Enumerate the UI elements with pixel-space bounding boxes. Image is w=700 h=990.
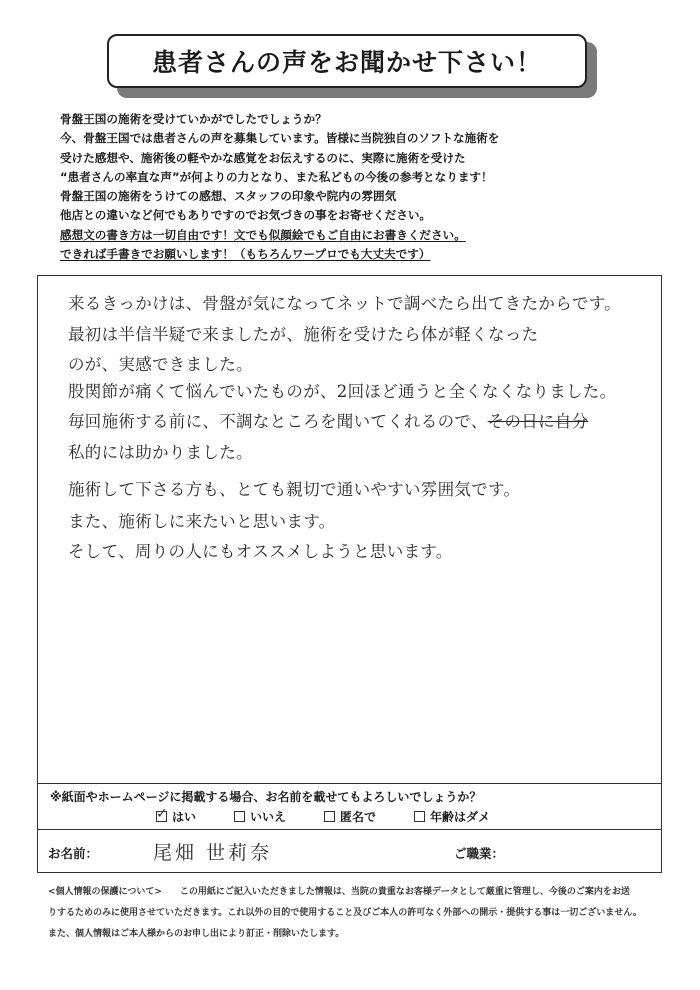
intro-line-underlined: できれば手書きでお願いします！（もちろんワープロでも大丈夫です） [60, 247, 431, 262]
privacy-line: また、個人情報はご本人様からのお申し出により訂正・削除いたします。 [48, 929, 345, 939]
handwritten-line: 股関節が痛くて悩んでいたものが、2回ほど通うと全くなくなりました。 [68, 382, 617, 401]
comment-area[interactable] [38, 276, 661, 781]
checkbox[interactable] [234, 811, 245, 822]
permission-options [156, 808, 490, 825]
form-frame [37, 275, 662, 873]
privacy-notice [48, 882, 668, 945]
intro-line: 骨盤王国の施術をうけての感想、スタッフの印象や院内の雰囲気 [60, 189, 397, 204]
page-title: 患者さんの声をお聞かせ下さい！ [107, 34, 587, 88]
option-anonymous[interactable]: 匿名で [324, 808, 376, 825]
intro-line: 今、骨盤王国では患者さんの声を募集しています。皆様に当院独自のソフトな施術を [60, 131, 500, 146]
privacy-line: りするためのみに使用させていただきます。これ以外の目的で使用すること及びご本人の許可なく外部への開示・提供する事は一切ございません。 [48, 908, 642, 918]
title-box [107, 34, 593, 94]
checkbox-checked[interactable] [156, 811, 167, 822]
handwritten-line: そして、周りの人にもオススメしようと思います。 [68, 542, 453, 561]
intro-text [60, 110, 660, 264]
handwritten-line: 毎回施術する前に、不調なところを聞いてくれるので、その日に自分 [68, 412, 589, 431]
option-no[interactable]: いいえ [234, 808, 286, 825]
handwritten-line: のが、実感できました。 [68, 355, 253, 374]
occupation-label: ご職業： [454, 846, 505, 861]
handwritten-line: 来るきっかけは、骨盤が気になってネットで調べたら出てきたからです。 [68, 294, 621, 313]
name-row [38, 829, 661, 873]
struck-text: その日に自分 [487, 412, 589, 431]
handwritten-line: また、施術しに来たいと思います。 [68, 512, 336, 531]
intro-line: 他店との違いなど何でもありですのでお気づきの事をお寄せください。 [60, 208, 432, 223]
intro-line: 受けた感想や、施術後の軽やかな感覚をお伝えするのに、実際に施術を受けた [60, 150, 466, 165]
privacy-line: <個人情報の保護について> この用紙にご記入いただきました情報は、当院の貴重なお客様データとして厳重に管理し、今後のご案内をお送 [48, 887, 630, 897]
handwritten-line: 施術して下さる方も、とても親切で通いやすい雰囲気です。 [68, 480, 521, 499]
handwritten-line: 私的には助かりました。 [68, 443, 253, 462]
checkbox[interactable] [324, 811, 335, 822]
checkbox[interactable] [414, 811, 425, 822]
name-field[interactable]: 尾畑 世莉奈 [153, 842, 273, 864]
name-label: お名前： [48, 846, 99, 861]
permission-question: ※紙面やホームページに掲載する場合、お名前を載せてもよろしいでしょうか？ [50, 790, 482, 804]
publish-permission [38, 783, 661, 830]
option-no-age[interactable]: 年齢はダメ [414, 808, 490, 825]
option-yes[interactable]: ✓ はい [156, 808, 196, 825]
intro-line-underlined: 感想文の書き方は一切自由です！文でも似顔絵でもご自由にお書きください。 [60, 227, 466, 242]
intro-line: “患者さんの率直な声”が何よりの力となり、また私どもの今後の参考となります！ [60, 169, 493, 184]
intro-line: 骨盤王国の施術を受けていかがでしたでしょうか？ [60, 112, 327, 126]
handwritten-line: 最初は半信半疑で来ましたが、施術を受けたら体が軽くなった [68, 325, 539, 344]
